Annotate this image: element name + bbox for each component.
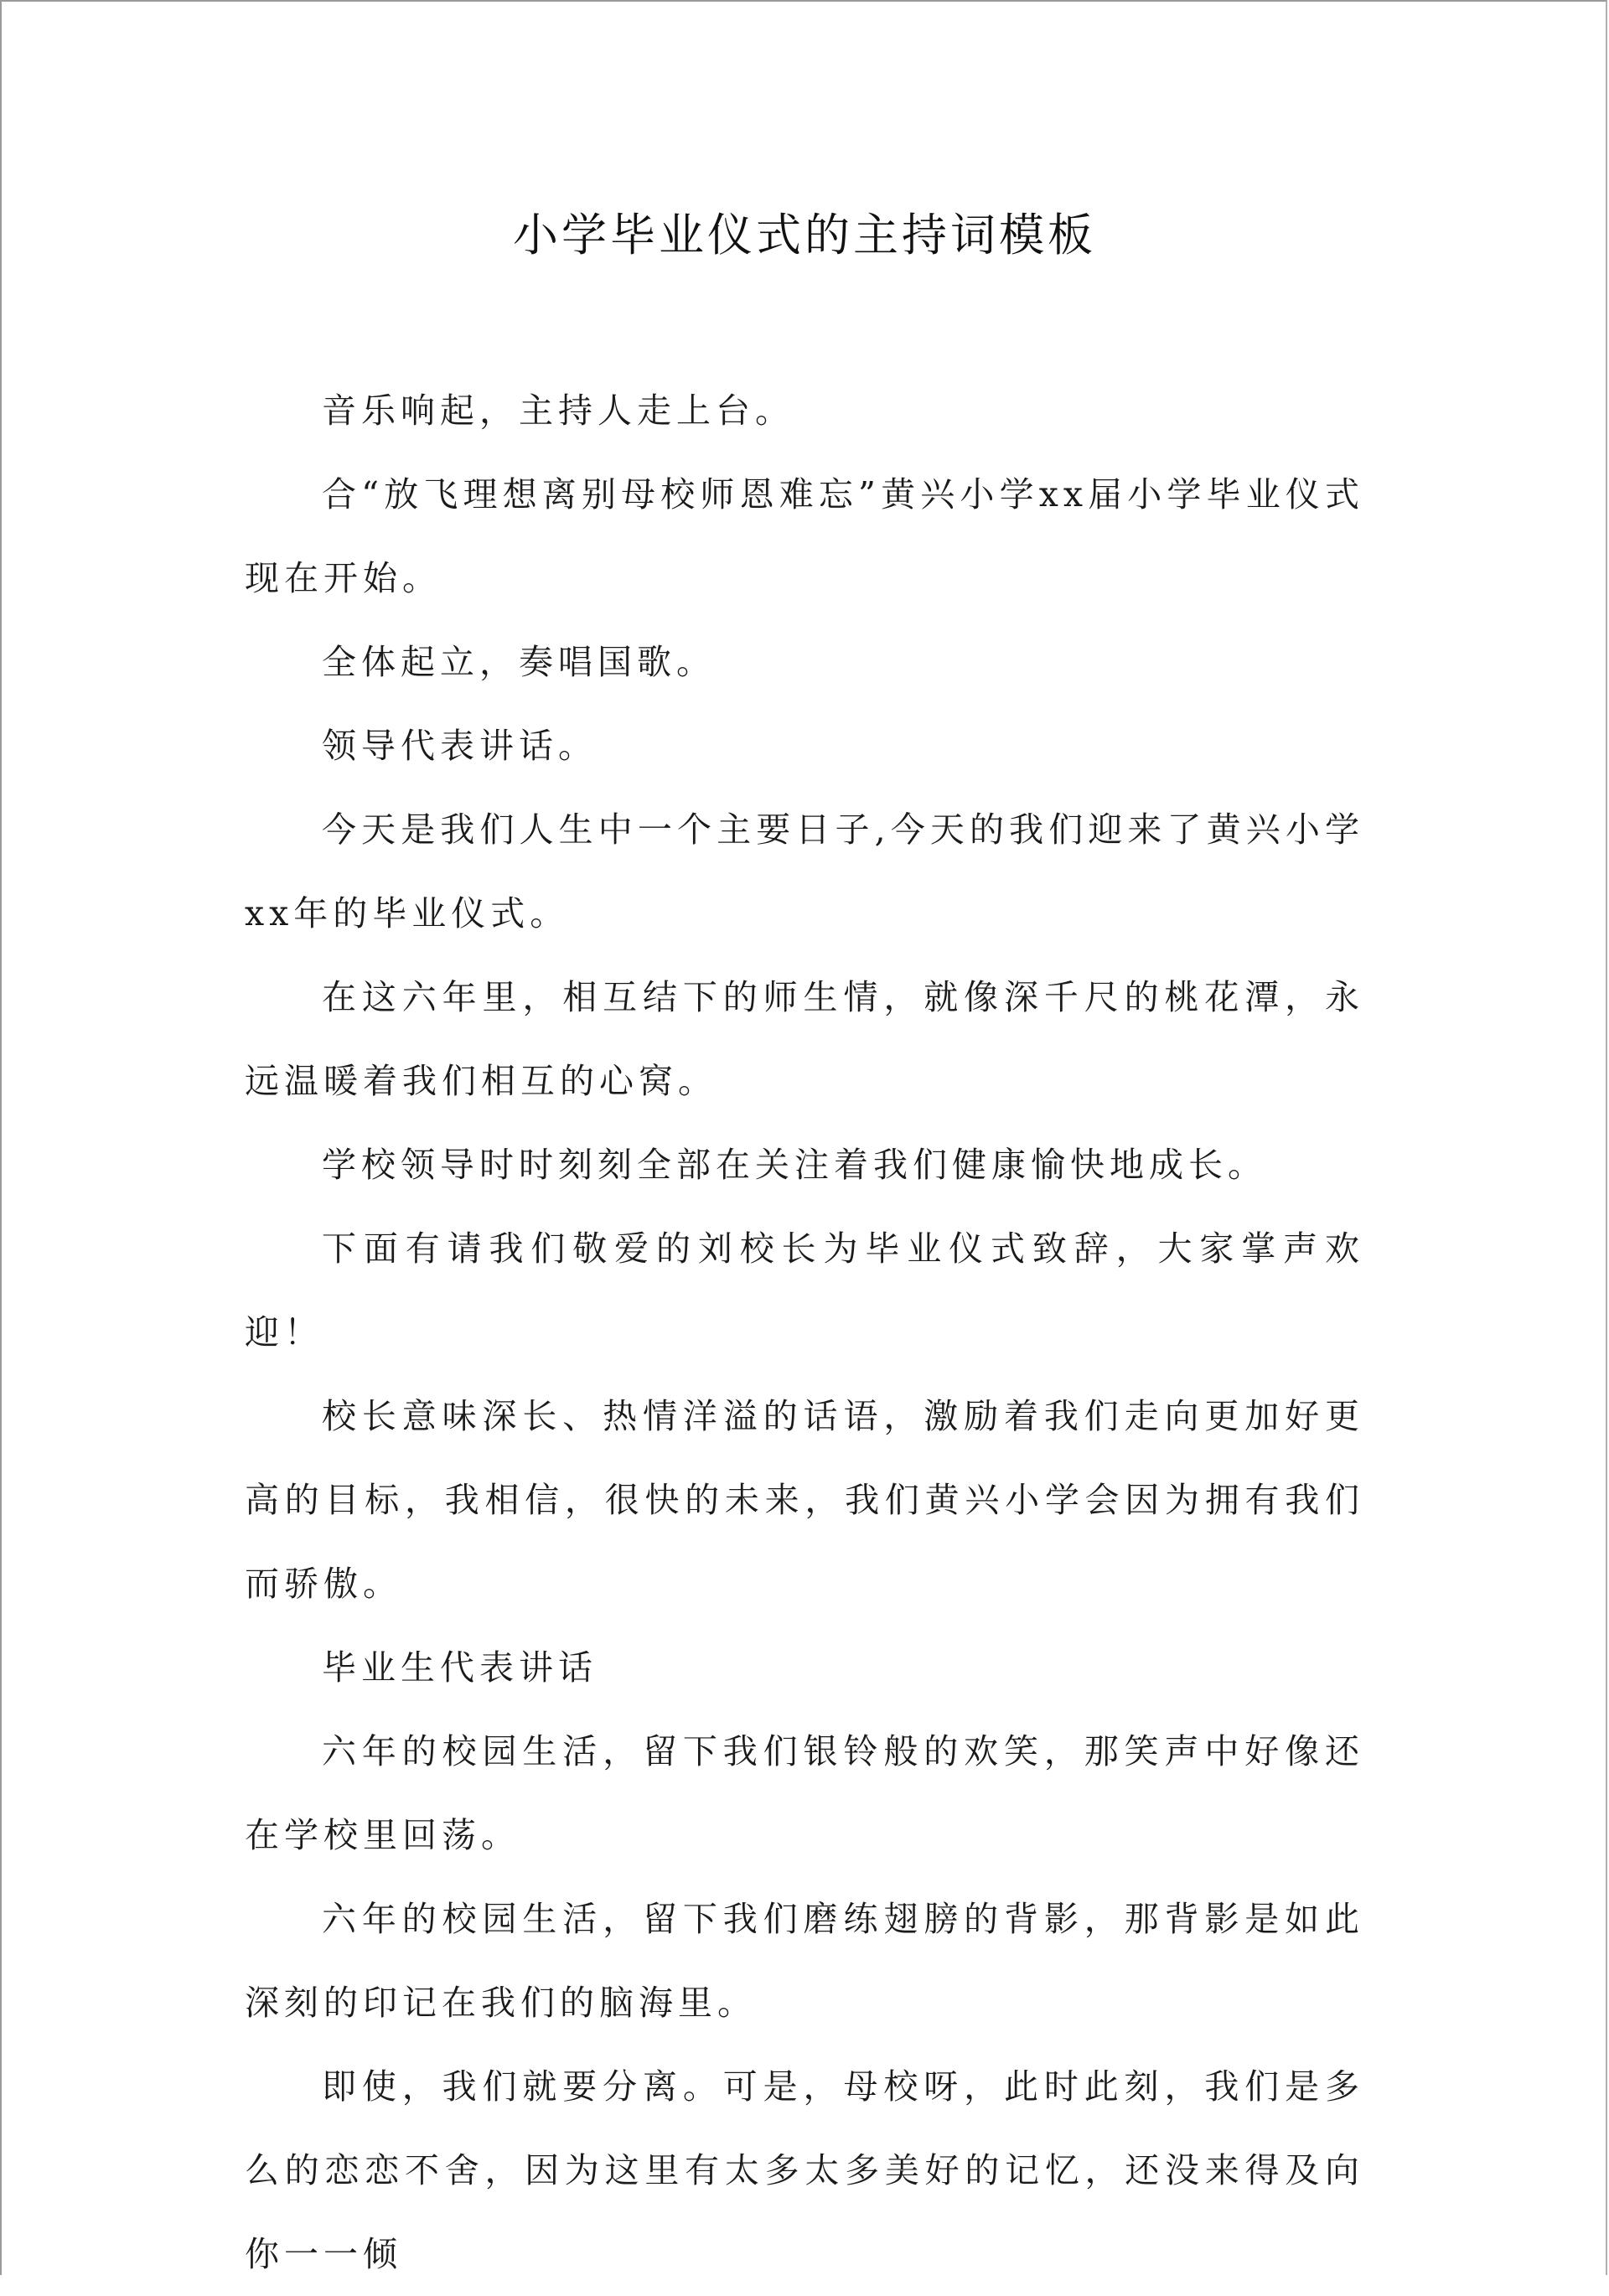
document-body bbox=[245, 369, 1364, 2296]
paragraph: 合“放飞理想离别母校师恩难忘”黄兴小学xx届小学毕业仪式现在开始。 bbox=[245, 474, 1364, 598]
paragraph: 下面有请我们敬爱的刘校长为毕业仪式致辞，大家掌声欢迎！ bbox=[245, 1228, 1364, 1352]
paragraph: 毕业生代表讲话 bbox=[322, 1647, 598, 1688]
document-title: 小学毕业仪式的主持词模板 bbox=[513, 209, 1096, 261]
paragraph: 领导代表讲话。 bbox=[322, 726, 598, 766]
paragraph: 学校领导时时刻刻全部在关注着我们健康愉快地成长。 bbox=[322, 1145, 1267, 1185]
paragraph: 在这六年里，相互结下的师生情，就像深千尺的桃花潭，永远温暖着我们相互的心窝。 bbox=[245, 977, 1364, 1101]
paragraph: 校长意味深长、热情洋溢的话语，激励着我们走向更加好更高的目标，我相信，很快的未来，我们黄兴小学会因为拥有我们而骄傲。 bbox=[245, 1396, 1364, 1604]
paragraph: 今天是我们人生中一个主要日子,今天的我们迎来了黄兴小学xx年的毕业仪式。 bbox=[245, 809, 1364, 933]
paragraph: 全体起立，奏唱国歌。 bbox=[322, 642, 716, 682]
paragraph: 音乐响起，主持人走上台。 bbox=[322, 390, 794, 431]
paragraph: 六年的校园生活，留下我们银铃般的欢笑，那笑声中好像还在学校里回荡。 bbox=[245, 1731, 1364, 1855]
paragraph: 即使，我们就要分离。可是，母校呀，此时此刻，我们是多么的恋恋不舍，因为这里有太多太多美好的记忆，还没来得及向你一一倾 bbox=[245, 2066, 1364, 2274]
paragraph: 六年的校园生活，留下我们磨练翅膀的背影，那背影是如此深刻的印记在我们的脑海里。 bbox=[245, 1899, 1364, 2023]
